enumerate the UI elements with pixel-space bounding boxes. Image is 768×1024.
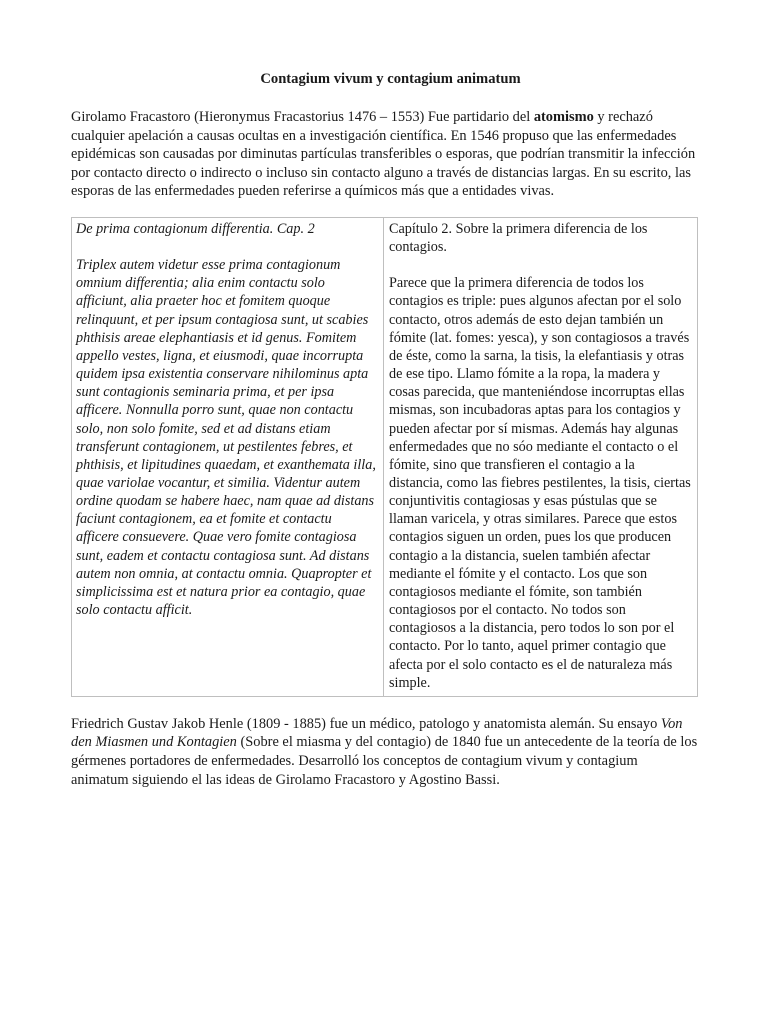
spanish-heading: Capítulo 2. Sobre la primera diferencia de los contagios.	[389, 220, 648, 256]
latin-heading: De prima contagionum differentia. Cap. 2	[76, 220, 315, 237]
henle-essay-title: Von den Miasmen und Kontagien	[71, 715, 683, 751]
latin-spacer	[76, 238, 378, 256]
henle-text-end: (Sobre el miasma y del contagio) de 1840 fue un antecedente de la teoría de los gérmenes portadores de enfermedades. Desarrolló los conceptos de contagium vivum y contagium animatum siguiendo el las ideas de Girolamo Fracastoro y Agostino Bassi.	[71, 734, 698, 788]
intro-text-start: Girolamo Fracastoro (Hieronymus Fracastorius 1476 – 1553) Fue partidario del	[71, 109, 534, 125]
latin-body: Triplex autem videtur esse prima contagionum omnium differentia; alia enim contactu solo afficiunt, alia praeter hoc et fomitem quoque relinquunt, et per ipsum contagiosa sunt, ut scabies phthisis areae elephantiasis et id genus. Fomitem appello vestes, ligna, et eiusmodi, quae incorrupta quidem ipsa existentia conservare nihilominus apta sunt contagionis seminaria prima, et per ipsa afficere. Nonnulla porro sunt, quae non contactu solo, non solo fomite, sed et ad distans etiam transferunt contagionem, ut pestilentes febres, et phthisis, et lipitudines quaedam, et exanthemata illa, quae variolae vocantur, et similia. Videntur autem ordine quodam se habere haec, nam quae ad distans faciunt contagionem, ea et fomite et contactu afficere consuevere. Quae vero fomite contagiosa sunt, eadem et contactu contagiosa sunt. Ad distans autem non omnia, at contactu omnia. Quapropter et simplicissima est et natura prior ea contagio, quae solo contactu afficit.	[76, 257, 376, 619]
document-page	[71, 70, 698, 789]
latin-column	[72, 218, 384, 696]
spanish-spacer	[389, 256, 692, 274]
intro-bold-term: atomismo	[533, 109, 594, 125]
henle-text-start: Friedrich Gustav Jakob Henle (1809 - 1885) fue un médico, patologo y anatomista alemán. Su ensayo	[71, 715, 661, 732]
document-title: Contagium vivum y contagium animatum	[260, 71, 521, 87]
henle-paragraph	[71, 715, 698, 789]
spanish-body: Parece que la primera diferencia de todos los contagios es triple: pues algunos afectan por el solo contacto, otros además de esto dejan también un fómite (lat. fomes: yesca), y son contagiosos a través de éste, como la sarna, la tisis, la elefantiasis y otras de ese tipo. Llamo fómite a la ropa, la madera y cosas parecida, que manteniéndose incorruptas ellas mismas, son incubadoras aptas para los contagios y pueden afectar por sí mismas. Además hay algunas enfermedades que no sóo mediante el contacto o el fómite, sino que transfieren el contagio a la distancia, como las fiebres pestilentes, la tisis, ciertas conjuntivitis contagiosas y esas pústulas que se llaman varicela, y otras similares. Parece que estos contagios siguen un orden, pues los que producen contagio a la distancia, suelen también afectar mediante el fómite y el contacto. Los que son contagiosos mediante el fómite, son también contagiosos por el contacto. No todos son contagiosos a la distancia, pero todos lo son por el contacto. Por lo tanto, aquel primer contagio que afecta por el solo contacto es el de naturaleza más simple.	[389, 275, 691, 691]
intro-text-end: y rechazó cualquier apelación a causas ocultas en a investigación científica. En 1546 propuso que las enfermedades epidémicas son causadas por diminutas partículas transferibles o esporas, que podrían transmitir la infección por contacto directo o indirecto o incluso sin contacto alguno a través de distancias largas. En su escrito, las esporas de las enfermedades pueden referirse a químicos más que a entidades vivas.	[71, 109, 696, 200]
spanish-column	[384, 218, 697, 696]
translation-table	[71, 217, 698, 697]
intro-paragraph	[71, 108, 698, 201]
